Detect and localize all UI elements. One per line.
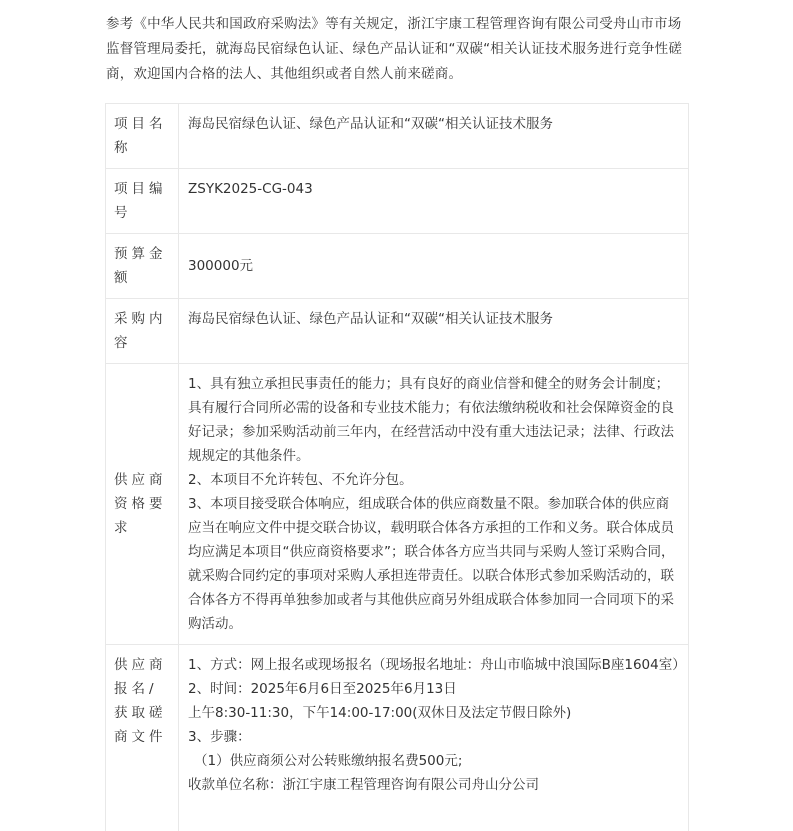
registration-value [179,645,689,831]
table-row-budget [106,234,689,299]
registration-label: 供应商报名/获取磋商文件 [106,645,179,831]
budget-value: 300000元 [179,234,689,299]
table-row-supplier-qualifications [106,364,689,645]
intro-paragraph: 参考《中华人民共和国政府采购法》等有关规定，浙江宇康工程管理咨询有限公司受舟山市市场监督管理局委托，就海岛民宿绿色认证、绿色产品认证和“双碳“相关认证技术服务进行竞争性磋商，欢迎国内合格的法人、其他组织或者自然人前来磋商。 [106,12,692,87]
procurement-content-value: 海岛民宿绿色认证、绿色产品认证和“双碳“相关认证技术服务 [179,299,689,364]
registration-payee: 收款单位名称：浙江宇康工程管理咨询有限公司舟山分公司 [188,773,682,797]
qualification-item-2: 2、本项目不允许转包、不允许分包。 [188,468,682,492]
supplier-qualifications-label: 供应商资格要求 [106,364,179,645]
table-row-registration [106,645,689,831]
project-name-value: 海岛民宿绿色认证、绿色产品认证和“双碳“相关认证技术服务 [179,104,689,169]
registration-hours: 上午8:30-11:30，下午14:00-17:00(双休日及法定节假日除外) [188,701,682,725]
budget-label: 预算金额 [106,234,179,299]
project-info-table-container [105,103,689,780]
table-row-procurement-content [106,299,689,364]
project-code-label: 项目编号 [106,169,179,234]
qualification-item-1: 1、具有独立承担民事责任的能力；具有良好的商业信誉和健全的财务会计制度；具有履行合同所必需的设备和专业技术能力；有依法缴纳税收和社会保障资金的良好记录；参加采购活动前三年内，在经营活动中没有重大违法记录；法律、行政法规规定的其他条件。 [188,372,682,468]
registration-method: 1、方式：网上报名或现场报名（现场报名地址：舟山市临城中浪国际B座1604室） [188,653,682,677]
procurement-content-label: 采购内容 [106,299,179,364]
project-code-value: ZSYK2025-CG-043 [179,169,689,234]
table-row-project-code [106,169,689,234]
project-name-label: 项目名称 [106,104,179,169]
table-row-project-name [106,104,689,169]
qualification-item-3: 3、本项目接受联合体响应，组成联合体的供应商数量不限。参加联合体的供应商应当在响应文件中提交联合协议，载明联合体各方承担的工作和义务。联合体成员均应满足本项目“供应商资格要求”；联合体各方应当共同与采购人签订采购合同，就采购合同约定的事项对采购人承担连带责任。以联合体形式参加采购活动的，联合体各方不得再单独参加或者与其他供应商另外组成联合体参加同一合同项下的采购活动。 [188,492,682,636]
registration-time: 2、时间：2025年6月6日至2025年6月13日 [188,677,682,701]
registration-steps-heading: 3、步骤： [188,725,682,749]
project-info-table [105,103,689,831]
registration-step-1: （1）供应商须公对公转账缴纳报名费500元; [188,749,682,773]
supplier-qualifications-value [179,364,689,645]
